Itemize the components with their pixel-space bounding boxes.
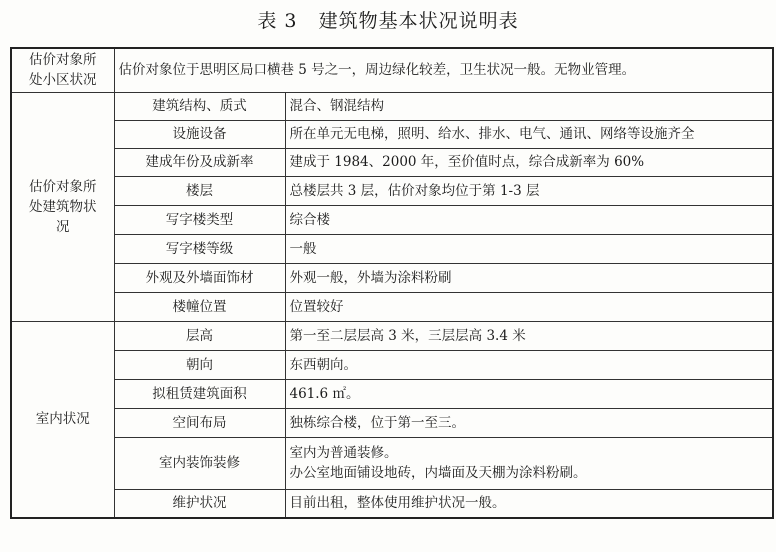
- table-row: [11, 321, 773, 350]
- row-value: 外观一般，外墙为涂料粉刷: [285, 263, 773, 292]
- table-row: [11, 120, 773, 148]
- table-row: [11, 379, 773, 408]
- row-value: 建成于 1984、2000 年，至价值时点，综合成新率为 60%: [285, 148, 773, 176]
- row-label: 空间布局: [114, 408, 285, 437]
- table-row: [11, 234, 773, 263]
- table-row: [11, 48, 773, 92]
- table-row: [11, 176, 773, 205]
- row-value: 位置较好: [285, 292, 773, 321]
- row-value: 综合楼: [285, 205, 773, 234]
- row-label: 写字楼类型: [114, 205, 285, 234]
- row-label: 维护状况: [114, 489, 285, 518]
- table-row: [11, 350, 773, 379]
- row-label: 楼层: [114, 176, 285, 205]
- table-row: [11, 292, 773, 321]
- row-value: 室内为普通装修。 办公室地面铺设地砖，内墙面及天棚为涂料粉刷。: [285, 437, 773, 489]
- row-label: 拟租赁建筑面积: [114, 379, 285, 408]
- row-value: 目前出租，整体使用维护状况一般。: [285, 489, 773, 518]
- row-label: 写字楼等级: [114, 234, 285, 263]
- section-label-community: 估价对象所 处小区状况: [11, 48, 114, 92]
- row-value: 总楼层共 3 层，估价对象均位于第 1-3 层: [285, 176, 773, 205]
- section-label-building: 估价对象所 处建筑物状 况: [11, 92, 114, 321]
- table-row: [11, 92, 773, 120]
- community-description: 估价对象位于思明区局口横巷 5 号之一，周边绿化较差，卫生状况一般。无物业管理。: [114, 48, 773, 92]
- row-label: 建成年份及成新率: [114, 148, 285, 176]
- row-value: 混合、钢混结构: [285, 92, 773, 120]
- table-title: 表 3 建筑物基本状况说明表: [257, 10, 519, 32]
- row-value: 461.6 ㎡。: [285, 379, 773, 408]
- row-value: 东西朝向。: [285, 350, 773, 379]
- table-row: [11, 205, 773, 234]
- row-value: 独栋综合楼，位于第一至三。: [285, 408, 773, 437]
- table-row: [11, 148, 773, 176]
- table-row: [11, 263, 773, 292]
- row-label: 楼幢位置: [114, 292, 285, 321]
- row-value: 一般: [285, 234, 773, 263]
- section-label-interior: 室内状况: [11, 321, 114, 518]
- row-value: 第一至二层层高 3 米，三层层高 3.4 米: [285, 321, 773, 350]
- table-row: [11, 408, 773, 437]
- row-label: 外观及外墙面饰材: [114, 263, 285, 292]
- table-row: [11, 437, 773, 489]
- row-label: 设施设备: [114, 120, 285, 148]
- row-label: 层高: [114, 321, 285, 350]
- row-label: 建筑结构、质式: [114, 92, 285, 120]
- building-status-table: [10, 47, 774, 519]
- table-row: [11, 489, 773, 518]
- row-value: 所在单元无电梯，照明、给水、排水、电气、通讯、网络等设施齐全: [285, 120, 773, 148]
- row-label: 朝向: [114, 350, 285, 379]
- row-label: 室内装饰装修: [114, 437, 285, 489]
